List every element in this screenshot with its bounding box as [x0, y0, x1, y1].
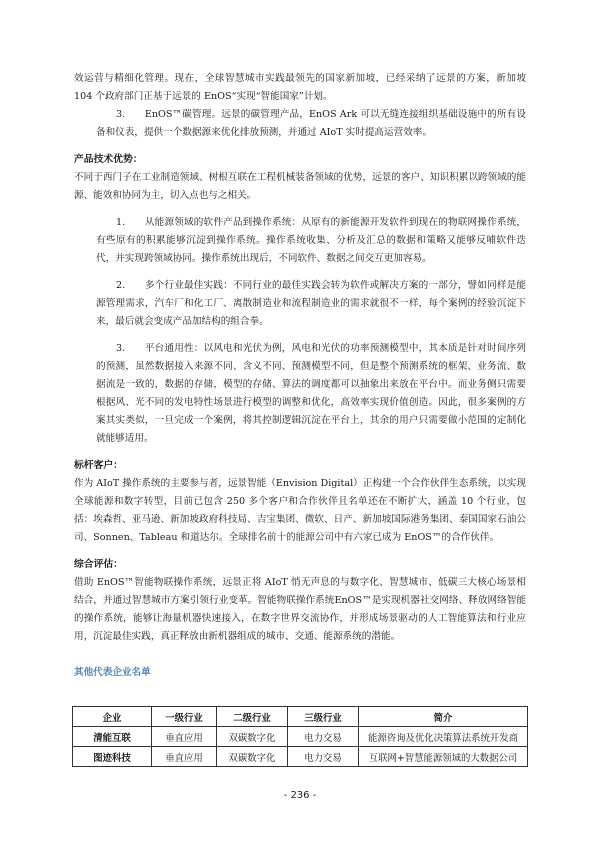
header-company: 企业 — [73, 707, 152, 727]
heading-advantage: 产品技术优势： — [74, 154, 143, 165]
paragraph-advantage-intro: 不同于西门子在工业制造领域、树根互联在工程机械装备领域的优势，远景的客户、知识积累以跨领域的能源、能效和协同为主，切入点也与之相关。 — [74, 172, 526, 201]
header-level3: 三级行业 — [288, 707, 359, 727]
cell-level2: 双碳数字化 — [217, 727, 288, 747]
cell-intro: 能源咨询及优化决策算法系统开发商 — [359, 727, 528, 747]
paragraph-advantage-3: 3. 平台通用性：以风电和光伏为例，风电和光伏的功率预测模型中，其本质是针对时间序列的预测，虽然数据接入来源不同、含义不同、预测模型不同，但是整个预测系统的框架、业务流、数据流是一致的，数据的存储，模型的存储、算法的调度都可以抽象出来放在平台中。而业务侧只需要根据风、光不同的发电特性场景进行模型的调整和优化，高效率实现价值创造。因此，很多案例的方案其实类似，一旦完成一个案例，将其控制逻辑沉淀在平台上，其余的用户只需要做小范围的定制化就能够适用。 — [96, 343, 526, 444]
heading-evaluation: 综合评估： — [74, 559, 123, 570]
cell-level1: 垂直应用 — [152, 747, 217, 767]
table-row — [73, 747, 528, 767]
header-level2: 二级行业 — [217, 707, 288, 727]
document-body — [74, 70, 526, 682]
companies-table — [72, 706, 528, 767]
heading-clients: 标杆客户： — [74, 460, 123, 471]
page-number: - 236 - — [283, 790, 317, 801]
cell-level1: 垂直应用 — [152, 727, 217, 747]
cell-level3: 电力交易 — [288, 727, 359, 747]
table-row — [73, 727, 528, 747]
cell-level2: 双碳数字化 — [217, 747, 288, 767]
paragraph-evaluation: 借助 EnOS™智能物联操作系统，远景正将 AIoT 悄无声息的与数字化、智慧城市、低碳三大核心场景相结合，并通过智慧城市方案引领行业变革。智能物联操作系统EnOS™是实现机器社交网络、释放网络智能的操作系统，能够让海量机器快速接入，在数字世界交流协作，并形成场景驱动的人工智能算法和行业应用，沉淀最佳实践，真正释放由新机器组成的城市、交通、能源系统的潜能。 — [74, 577, 526, 642]
cell-level3: 电力交易 — [288, 747, 359, 767]
paragraph-clients: 作为 AIoT 操作系统的主要参与者，远景智能（Envision Digital）正构建一个合作伙伴生态系统，以实现全球能源和数字转型，目前已包含 250 多个客户和合作伙伴且名单还在不断扩大，涵盖 10 个行业，包括：埃森哲、亚马逊、新加坡政府科技局、吉宝集团、微软、日产、新加坡国际港务集团、泰国国家石油公司、Sonnen、Tableau 和道达尔。全球排名前十的能源公司中有六家已成为 EnOS™的合作伙伴。 — [74, 478, 526, 543]
table-header-row — [73, 707, 528, 727]
cell-company: 图迹科技 — [73, 747, 152, 767]
paragraph-intro: 效运营与精细化管理。现在，全球智慧城市实践最领先的国家新加坡，已经采纳了远景的方案，新加坡 104 个政府部门正基于远景的 EnOS“实现“智能国家”计划。 — [74, 73, 526, 102]
cell-intro: 互联网+智慧能源领域的大数据公司 — [359, 747, 528, 767]
section-title-other-companies: 其他代表企业名单 — [74, 667, 151, 678]
header-intro: 简介 — [359, 707, 528, 727]
paragraph-advantage-2: 2. 多个行业最佳实践：不同行业的最佳实践会转为软件或解决方案的一部分，譬如同样是能源管理需求，汽车厂和化工厂、离散制造业和流程制造业的需求就很不一样，每个案例的经验沉淀下来，最后就会变成产品加结构的组合拳。 — [96, 280, 526, 327]
paragraph-advantage-1: 1. 从能源领域的软件产品到操作系统：从原有的新能源开发软件到现在的物联网操作系统，有些原有的积累能够沉淀到操作系统。操作系统收集、分析及汇总的数据和策略又能够反哺软件迭代，并实现跨领域协同。操作系统出现后，不同软件、数据之间交互更加容易。 — [96, 217, 526, 264]
cell-company: 清能互联 — [73, 727, 152, 747]
header-level1: 一级行业 — [152, 707, 217, 727]
paragraph-carbon-management: 3. EnOS™碳管理。远景的碳管理产品，EnOS Ark 可以无缝连接组织基础设施中的所有设备和仪表，提供一个数据源来优化排放预测，并通过 AIoT 实时提高运营效率。 — [96, 109, 526, 138]
